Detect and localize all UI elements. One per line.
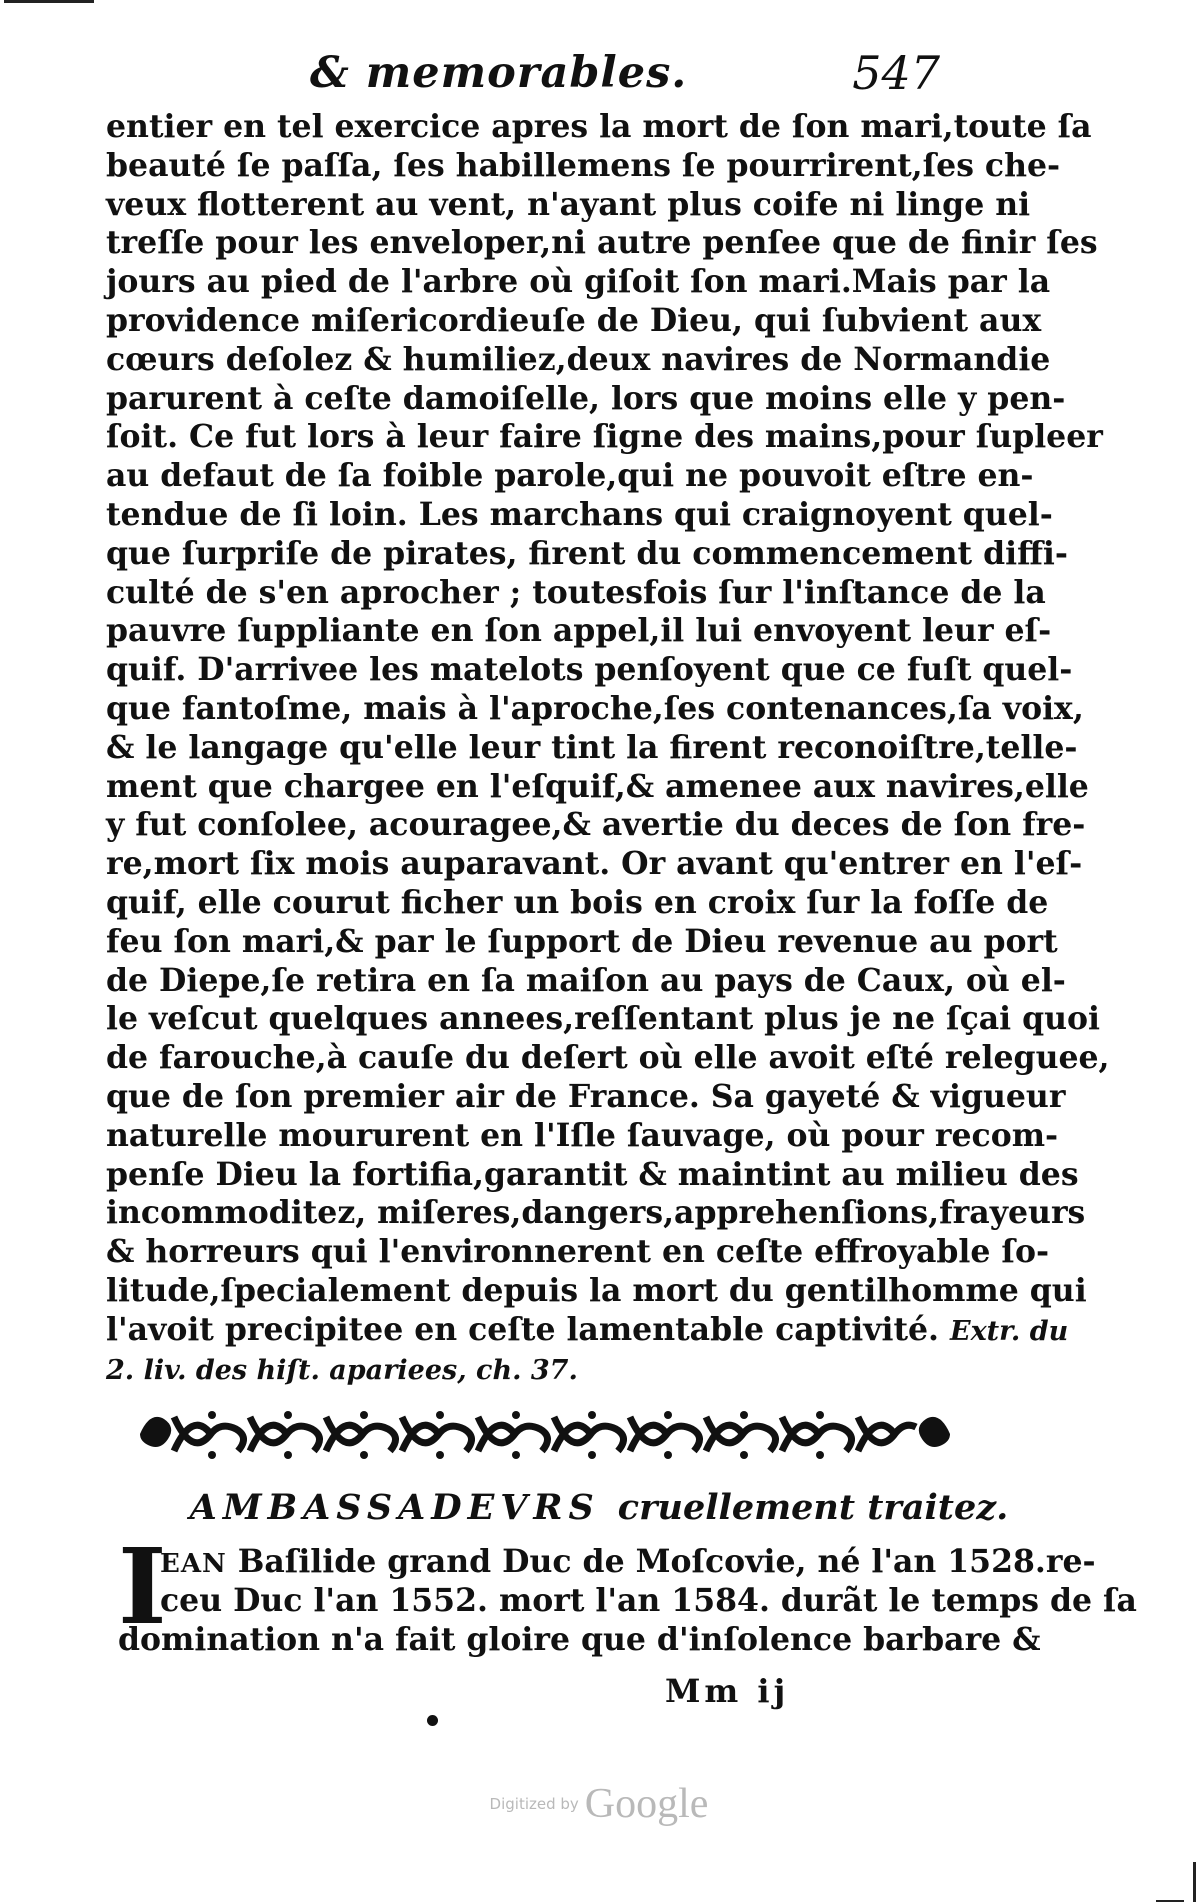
ink-dot <box>427 1715 438 1726</box>
text-line: culté de s'en aprocher ; toutesfois ſur l'inſtance de la <box>106 573 1046 611</box>
page-number: 547 <box>852 46 940 100</box>
section-heading <box>0 1487 1198 1528</box>
text-line: beauté ſe paſſa, ſes habillemens ſe pourrirent,ſes che- <box>106 146 1061 184</box>
text-line: que de ſon premier air de France. Sa gayeté & vigueur <box>106 1077 1066 1115</box>
text-line: le veſcut quelques annees,reſſentant plus je ne ſçai quoi <box>106 1000 1101 1038</box>
text-line: quif, elle courut ficher un bois en croix ſur la foſſe de <box>106 883 1049 921</box>
citation-end: 2. liv. des hiſt. apariees, ch. 37. <box>106 1354 578 1386</box>
section-body <box>118 1525 1137 1659</box>
printers-ornament <box>140 1405 950 1463</box>
text-line: cœurs deſolez & humiliez,deux navires de Normandie <box>106 340 1051 378</box>
text-line: de farouche,à cauſe du deſert où elle avoit eſté releguee, <box>106 1039 1110 1077</box>
text-line: tendue de ſi loin. Les marchans qui craignoyent quel- <box>106 495 1053 533</box>
text-line: quif. D'arrivee les matelots penſoyent que ce fuſt quel- <box>106 651 1073 689</box>
text-line: parurent à ceſte damoiſelle, lors que moins elle y pen- <box>106 379 1066 417</box>
section-heading-caps: AMBASSADEVRS <box>189 1487 600 1528</box>
small-caps-word: EAN <box>160 1549 227 1579</box>
citation-line <box>106 1350 958 1389</box>
digitizer-logo: Google <box>584 1781 709 1827</box>
text-line: feu ſon mari,& par le ſupport de Dieu revenue au port <box>106 922 1058 960</box>
line-text: l'avoit precipitee en ceſte lamentable captivité. <box>106 1310 940 1348</box>
text-line: ment que chargee en l'eſquif,& amenee aux navires,elle <box>106 767 1089 805</box>
text-line: providence miſericordieuſe de Dieu, qui ſubvient aux <box>106 301 1042 339</box>
text-line: treſſe pour les enveloper,ni autre penſee que de finir ſes <box>106 224 1098 262</box>
drop-capital: I <box>118 1525 167 1648</box>
section-line-text: Baſilide grand Duc de Moſcovie, né l'an 1528.re- <box>237 1543 1096 1580</box>
body-text <box>106 108 1110 1388</box>
digitized-by-label: Digitized by <box>489 1795 579 1813</box>
text-line: que fantoſme, mais à l'aproche,ſes contenances,ſa voix, <box>106 689 1084 727</box>
text-line: au defaut de ſa foible parole,qui ne pouvoit eſtre en- <box>106 457 1034 495</box>
text-line: jours au pied de l'arbre où giſoit ſon mari.Mais par la <box>106 263 1051 301</box>
running-head <box>310 42 940 112</box>
text-line: pauvre ſuppliante en ſon appel,il lui envoyent leur eſ- <box>106 612 1052 650</box>
section-line: domination n'a fait gloire que d'inſolence barbare & <box>118 1621 1041 1658</box>
text-line: incommoditez, miſeres,dangers,apprehenſions,frayeurs <box>106 1194 1086 1232</box>
text-line: re,mort ſix mois auparavant. Or avant qu'entrer en l'eſ- <box>106 845 1083 883</box>
text-line: entier en tel exercice apres la mort de ſon mari,toute ſa <box>106 108 1092 145</box>
text-line: litude,ſpecialement depuis la mort du gentilhomme qui <box>106 1271 1087 1309</box>
text-line: & le langage qu'elle leur tint la firent reconoiſtre,telle- <box>106 728 1078 766</box>
text-line: & horreurs qui l'environnerent en ceſte effroyable ſo- <box>106 1233 1050 1271</box>
section-heading-rest: cruellement traitez. <box>617 1487 1009 1528</box>
text-line: penſe Dieu la fortifia,garantit & maintint au milieu des <box>106 1155 1079 1193</box>
text-line: veux flotterent au vent, n'ayant plus coife ni linge ni <box>106 185 1031 223</box>
digitization-watermark <box>0 1780 1198 1828</box>
text-line: de Diepe,ſe retira en ſa maiſon au pays de Caux, où el- <box>106 961 1066 999</box>
text-line: ſoit. Ce fut lors à leur faire ſigne des mains,pour ſupleer <box>106 418 1103 456</box>
citation-start: Extr. du <box>950 1315 1069 1347</box>
text-line-with-citation <box>106 1310 1069 1350</box>
corner-ink-mark <box>4 0 94 13</box>
text-line: naturelle moururent en l'Iſle ſauvage, où pour recom- <box>106 1116 1059 1154</box>
signature-mark: Mm ij <box>665 1672 790 1710</box>
page-edge-mark <box>1193 1862 1196 1902</box>
section-line <box>160 1542 1096 1581</box>
section-line: ceu Duc l'an 1552. mort l'an 1584. durãt le temps de ſa <box>160 1582 1137 1619</box>
text-line: y fut conſolee, acouragee,& avertie du deces de ſon fre- <box>106 806 1086 844</box>
text-line: que ſurpriſe de pirates, firent du commencement diffi- <box>106 534 1068 572</box>
running-title: & memorables. <box>310 48 688 98</box>
